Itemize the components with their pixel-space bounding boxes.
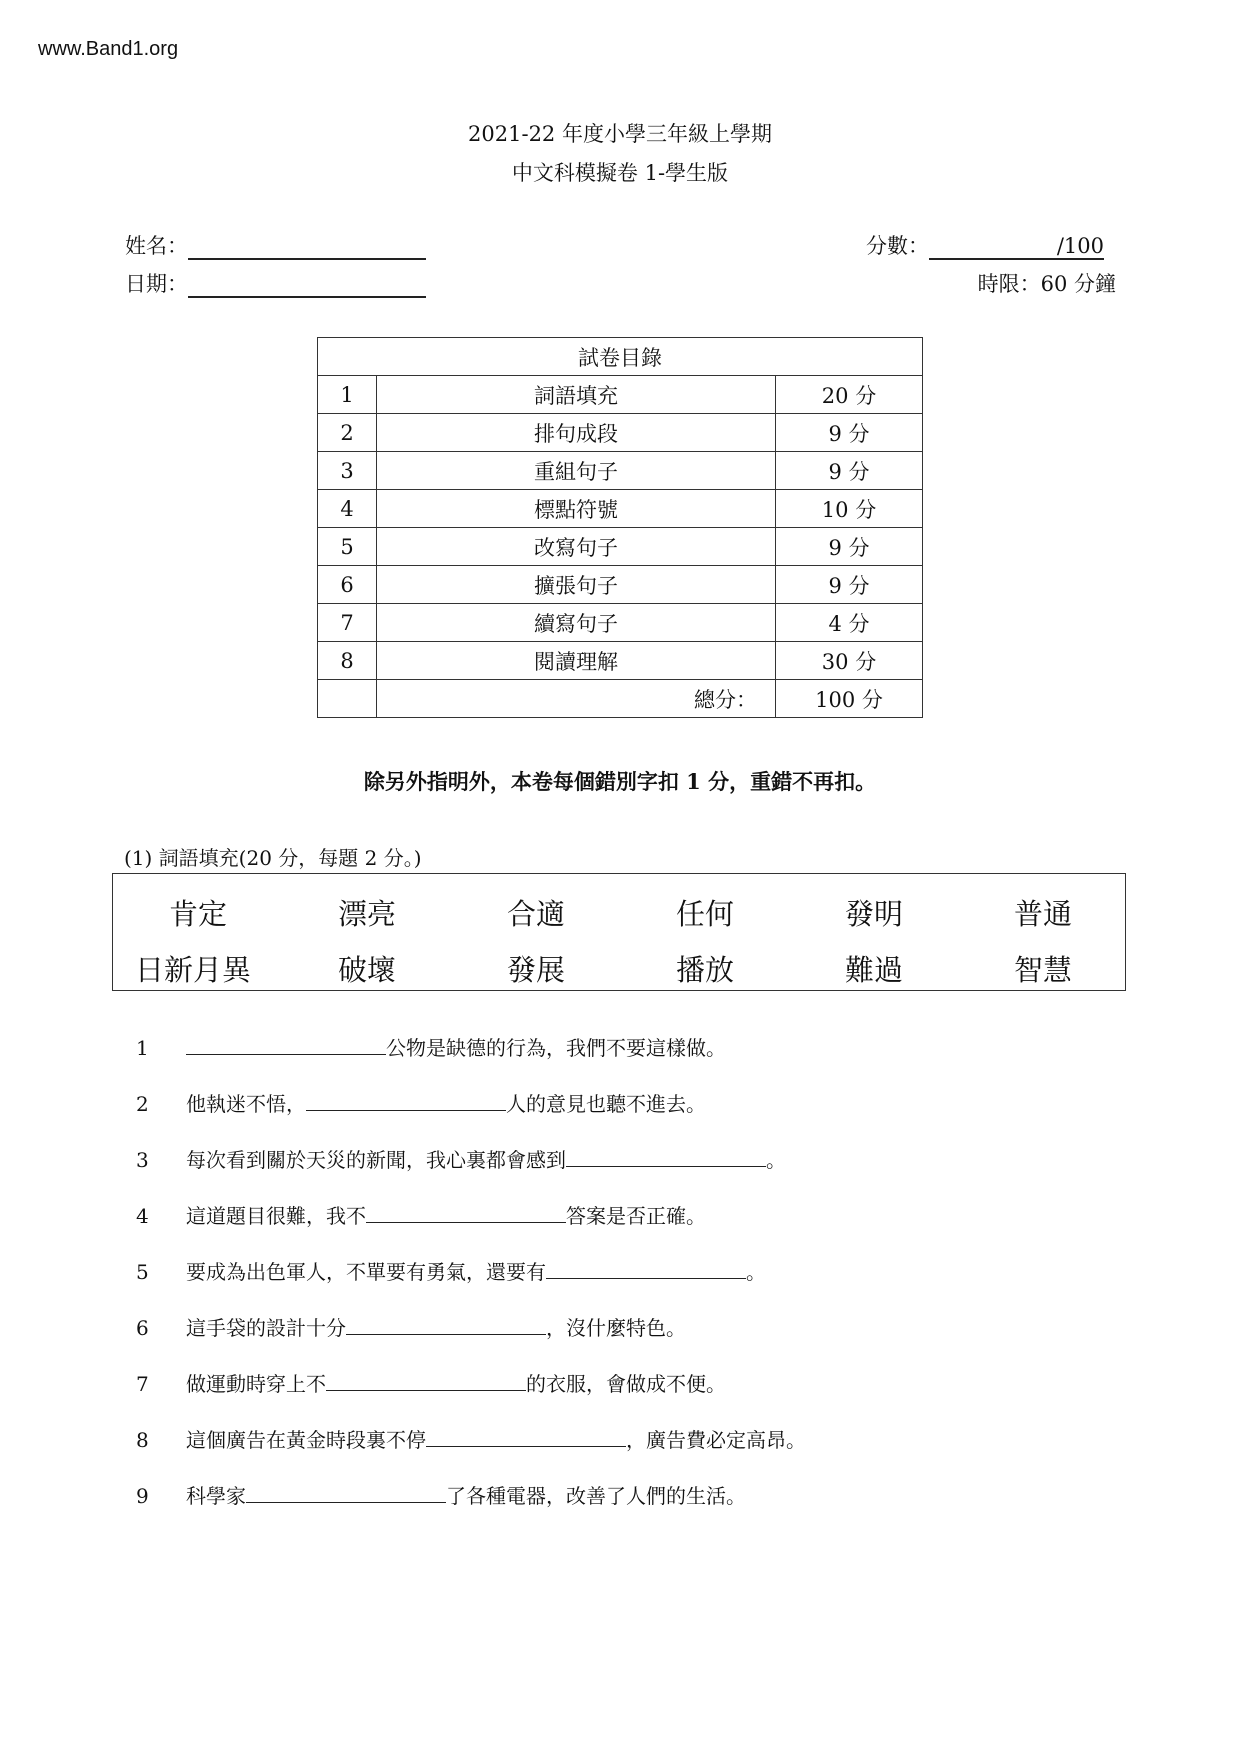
toc-no: 5 [318,528,377,566]
word-bank-item: 發展 [506,953,565,987]
toc-section: 排句成段 [377,414,776,452]
section-heading: (1) 詞語填充(20 分，每題 2 分。) [124,846,422,870]
toc-marks: 30 分 [776,642,923,680]
question-text-before: 做運動時穿上不 [186,1372,326,1396]
toc-section: 詞語填充 [377,376,776,414]
answer-blank[interactable] [246,1482,446,1503]
toc-marks: 9 分 [776,452,923,490]
toc-row [318,490,923,528]
question-text-after: 答案是否正確。 [566,1204,706,1228]
question-text-before: 每次看到關於天災的新聞，我心裏都會感到 [186,1148,566,1172]
date-field[interactable] [125,268,426,298]
toc-row [318,452,923,490]
word-bank-item: 普通 [1013,897,1072,931]
question-item [136,1312,686,1341]
answer-blank[interactable] [186,1034,386,1055]
watermark-url: www.Band1.org [38,38,179,60]
question-text-before: 要成為出色軍人，不單要有勇氣，還要有 [186,1260,546,1284]
date-label: 日期： [125,272,188,296]
name-label: 姓名： [125,234,188,258]
toc-section: 續寫句子 [377,604,776,642]
question-number: 5 [136,1260,149,1284]
toc-marks: 9 分 [776,566,923,604]
question-text-after: 。 [766,1148,786,1172]
word-bank-item: 日新月異 [134,953,251,987]
answer-blank[interactable] [346,1314,546,1335]
question-item [136,1200,706,1229]
toc-marks: 20 分 [776,376,923,414]
question-text-after: 的衣服，會做成不便。 [526,1372,726,1396]
toc-header: 試卷目錄 [318,338,923,376]
score-field[interactable] [866,230,1104,260]
toc-no: 4 [318,490,377,528]
question-number: 2 [136,1092,149,1116]
answer-blank[interactable] [366,1202,566,1223]
question-text-before: 他執迷不悟， [186,1092,306,1116]
toc-no: 8 [318,642,377,680]
name-field[interactable] [125,230,426,260]
question-number: 7 [136,1372,149,1396]
word-bank-item: 智慧 [1013,953,1072,987]
question-text-after: 公物是缺德的行為，我們不要這樣做。 [386,1036,726,1060]
question-text-after: ，廣告費必定高昂。 [626,1428,806,1452]
question-item [136,1368,726,1397]
instruction-note: 除另外指明外，本卷每個錯別字扣 1 分，重錯不再扣。 [363,769,877,794]
answer-blank[interactable] [306,1090,506,1111]
question-number: 4 [136,1204,149,1228]
toc-no: 6 [318,566,377,604]
question-number: 3 [136,1148,149,1172]
question-number: 6 [136,1316,149,1340]
word-bank-item: 發明 [844,897,903,931]
score-label: 分數： [866,234,929,258]
word-bank-item: 合適 [506,897,565,931]
toc-section: 改寫句子 [377,528,776,566]
question-number: 8 [136,1428,149,1452]
toc-no: 1 [318,376,377,414]
toc-no: 3 [318,452,377,490]
exam-subtitle: 中文科模擬卷 1-學生版 [511,161,729,185]
word-bank-item: 難過 [844,953,903,987]
toc-row [318,414,923,452]
word-bank [112,873,1126,991]
answer-blank[interactable] [426,1426,626,1447]
question-text-after: 了各種電器，改善了人們的生活。 [446,1484,746,1508]
answer-blank[interactable] [326,1370,526,1391]
exam-title: 2021-22 年度小學三年級上學期 [468,122,772,146]
toc-section: 擴張句子 [377,566,776,604]
question-item [136,1256,766,1285]
question-text-before: 這道題目很難，我不 [186,1204,366,1228]
toc-section: 標點符號 [377,490,776,528]
question-number: 1 [136,1036,149,1060]
toc-row [318,642,923,680]
time-limit: 時限：60 分鐘 [977,272,1116,296]
word-bank-item: 任何 [675,897,734,931]
toc-no: 7 [318,604,377,642]
toc-no: 2 [318,414,377,452]
answer-blank[interactable] [546,1258,746,1279]
question-number: 9 [136,1484,149,1508]
question-text-after: 人的意見也聽不進去。 [506,1092,706,1116]
question-text-after: ，沒什麼特色。 [546,1316,686,1340]
toc-marks: 10 分 [776,490,923,528]
toc-row [318,566,923,604]
toc-total: 100 分 [776,680,923,718]
toc-row [318,528,923,566]
question-item [136,1144,786,1173]
question-item [136,1424,806,1453]
answer-blank[interactable] [566,1146,766,1167]
word-bank-item: 漂亮 [337,897,396,931]
question-item [136,1032,726,1061]
word-bank-item: 播放 [675,953,734,987]
toc-table [317,337,923,718]
toc-marks: 4 分 [776,604,923,642]
question-text-after: 。 [746,1260,766,1284]
word-bank-item: 肯定 [168,897,227,931]
toc-row [318,604,923,642]
question-item [136,1480,746,1509]
toc-section: 重組句子 [377,452,776,490]
toc-section: 閱讀理解 [377,642,776,680]
question-text-before: 科學家 [186,1484,246,1508]
question-item [136,1088,706,1117]
question-text-before: 這個廣告在黃金時段裏不停 [186,1428,426,1452]
question-text-before: 這手袋的設計十分 [186,1316,346,1340]
word-bank-item: 破壞 [337,953,396,987]
toc-total-label: 總分： [377,680,776,718]
toc-marks: 9 分 [776,414,923,452]
score-total: /100 [929,234,1104,260]
toc-row [318,376,923,414]
toc-marks: 9 分 [776,528,923,566]
